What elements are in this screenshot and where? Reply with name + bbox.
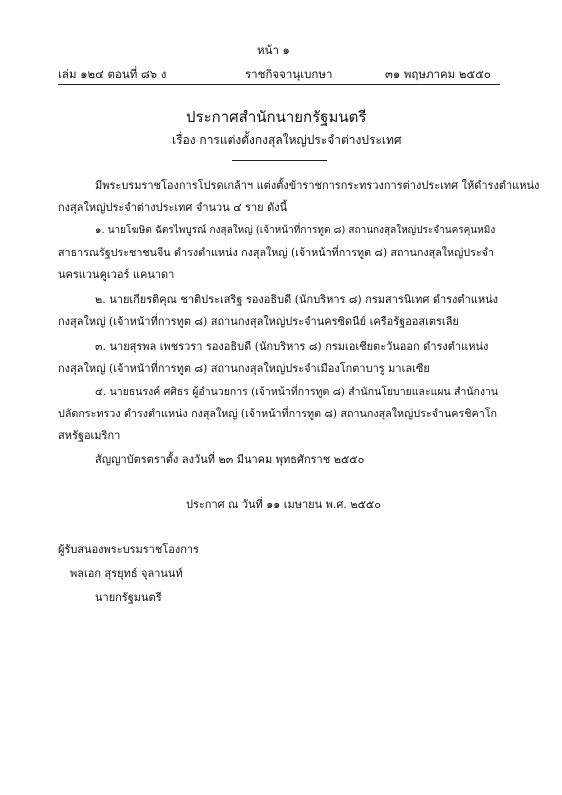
item-2-line-1: ๒. นายเกียรติคุณ ชาติประเสริฐ รองอธิบดี (นักบริหาร ๘) กรมสารนิเทศ ดำรงตำแหน่ง <box>95 293 498 306</box>
signatory-position: นายกรัฐมนตรี <box>95 591 162 604</box>
page-number: หน้า ๑ <box>257 43 290 57</box>
item-4-line-2: ปลัดกระทรวง ดำรงตำแหน่ง กงสุลใหญ่ (เจ้าหน้าที่การทูต ๘) สถานกงสุลใหญ่ประจำนครชิคาโก <box>58 407 498 420</box>
item-4-line-3: สหรัฐอเมริกา <box>58 429 121 442</box>
item-1-line-3: นครแวนคูเวอร์ แคนาดา <box>58 268 175 281</box>
document-subject: เรื่อง การแต่งตั้งกงสุลใหญ่ประจำต่างประเทศ <box>172 133 402 147</box>
item-4-line-1: ๔. นายธนรงค์ ศศิธร ผู้อำนวยการ (เจ้าหน้าที่การทูต ๘) สำนักนโยบายและแผน สำนักงาน <box>95 386 499 398</box>
signatory-name: พลเอก สุรยุทธ์ จุลานนท์ <box>70 567 183 580</box>
item-1-line-1: ๑. นายโฆษิต ฉัตรไพบูรณ์ กงสุลใหญ่ (เจ้าหน้าที่การทูต ๘) สถานกงสุลใหญ่ประจำนครคุนหมิง <box>95 225 496 236</box>
item-2-line-2: กงสุลใหญ่ (เจ้าหน้าที่การทูต ๘) สถานกงสุลใหญ่ประจำนครซิดนีย์ เครือรัฐออสเตรเลีย <box>58 315 459 328</box>
item-3-line-1: ๓. นายสุรพล เพชรวรา รองอธิบดี (นักบริหาร ๘) กรมเอเชียตะวันออก ดำรงตำแหน่ง <box>95 340 489 353</box>
gazette-date: ๓๑ พฤษภาคม ๒๕๕๐ <box>385 67 491 81</box>
intro-line-2: กงสุลใหญ่ประจำต่างประเทศ จำนวน ๔ ราย ดังนี้ <box>58 201 288 214</box>
announcement-date: ประกาศ ณ วันที่ ๑๑ เมษายน พ.ศ. ๒๕๕๐ <box>186 498 381 511</box>
header-rule <box>58 84 500 85</box>
countersign-label: ผู้รับสนองพระบรมราชโองการ <box>58 543 199 556</box>
gazette-name: ราชกิจจานุเบกษา <box>245 67 333 81</box>
document-title: ประกาศสำนักนายกรัฐมนตรี <box>186 108 367 126</box>
item-3-line-2: กงสุลใหญ่ (เจ้าหน้าที่การทูต ๘) สถานกงสุลใหญ่ประจำเมืองโกตาบารู มาเลเซีย <box>58 362 430 375</box>
title-underline <box>232 160 327 161</box>
intro-line-1: มีพระบรมราชโองการโปรดเกล้าฯ แต่งตั้งข้าราชการกระทรวงการต่างประเทศ ให้ดำรงตำแหน่ง <box>95 179 540 192</box>
commission-date: สัญญาบัตรตราตั้ง ลงวันที่ ๒๓ มีนาคม พุทธศักราช ๒๕๕๐ <box>95 453 365 466</box>
volume-info: เล่ม ๑๒๔ ตอนที่ ๘๖ ง <box>58 67 167 81</box>
item-1-line-2: สาธารณรัฐประชาชนจีน ดำรงตำแหน่ง กงสุลใหญ่ (เจ้าหน้าที่การทูต ๘) สถานกงสุลใหญ่ประจำ <box>58 246 494 259</box>
